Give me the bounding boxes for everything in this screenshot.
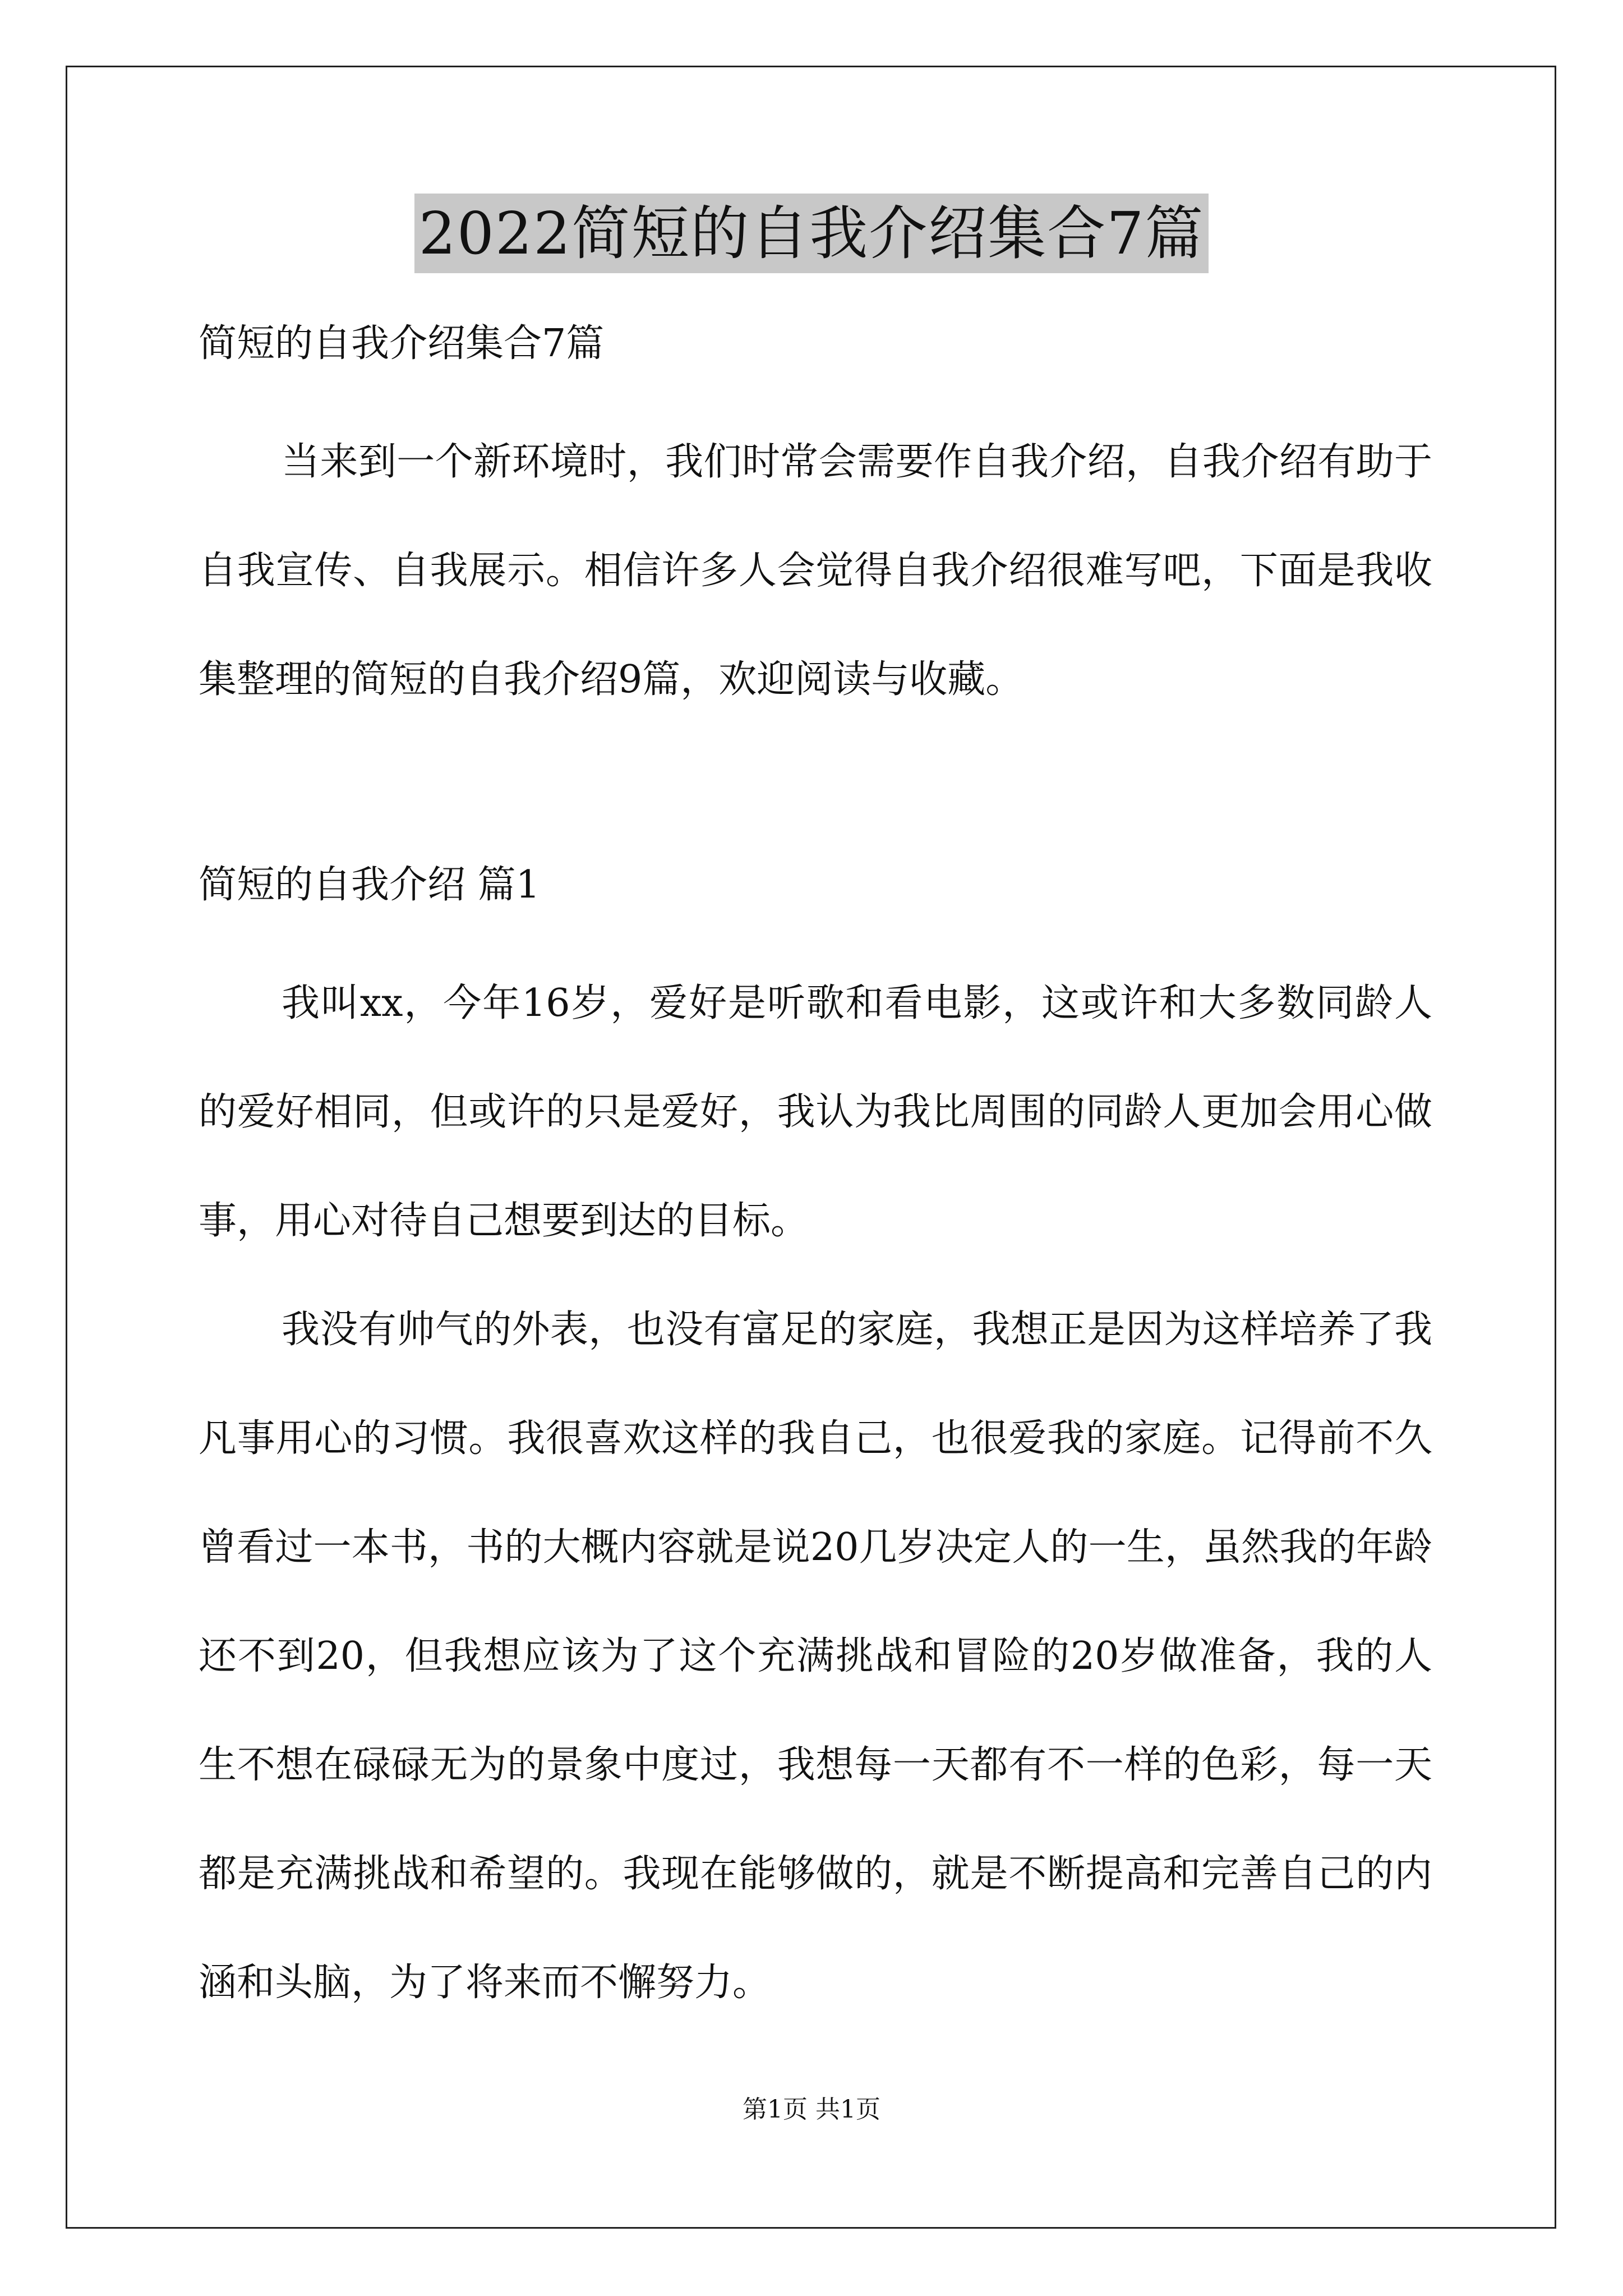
document-body: [199, 306, 1432, 2037]
section-paragraph-1: 我叫xx，今年16岁，爱好是听歌和看电影，这或许和大多数同龄人的爱好相同，但或许的只是爱好，我认为我比周围的同龄人更加会用心做事，用心对待自己想要到达的目标。: [199, 981, 1432, 1243]
document-subtitle: 简短的自我介绍集合7篇: [199, 321, 605, 366]
document-title: 2022简短的自我介绍集合7篇: [414, 194, 1209, 273]
title-container: [0, 194, 1623, 273]
intro-paragraph: 当来到一个新环境时，我们时常会需要作自我介绍，自我介绍有助于自我宣传、自我展示。相信许多人会觉得自我介绍很难写吧，下面是我收集整理的简短的自我介绍9篇，欢迎阅读与收藏。: [199, 440, 1432, 702]
page-footer: 第1页 共1页: [743, 2095, 880, 2124]
section-paragraph-2: 我没有帅气的外表，也没有富足的家庭，我想正是因为这样培养了我凡事用心的习惯。我很喜欢这样的我自己，也很爱我的家庭。记得前不久曾看过一本书，书的大概内容就是说20几岁决定人的一生，虽然我的年龄还不到20，但我想应该为了这个充满挑战和冒险的20岁做准备，我的人生不想在碌碌无为的景象中度过，我想每一天都有不一样的色彩，每一天都是充满挑战和希望的。我现在能够做的，就是不断提高和完善自己的内涵和头脑，为了将来而不懈努力。: [199, 1308, 1432, 2005]
section-heading: 简短的自我介绍 篇1: [199, 863, 540, 907]
